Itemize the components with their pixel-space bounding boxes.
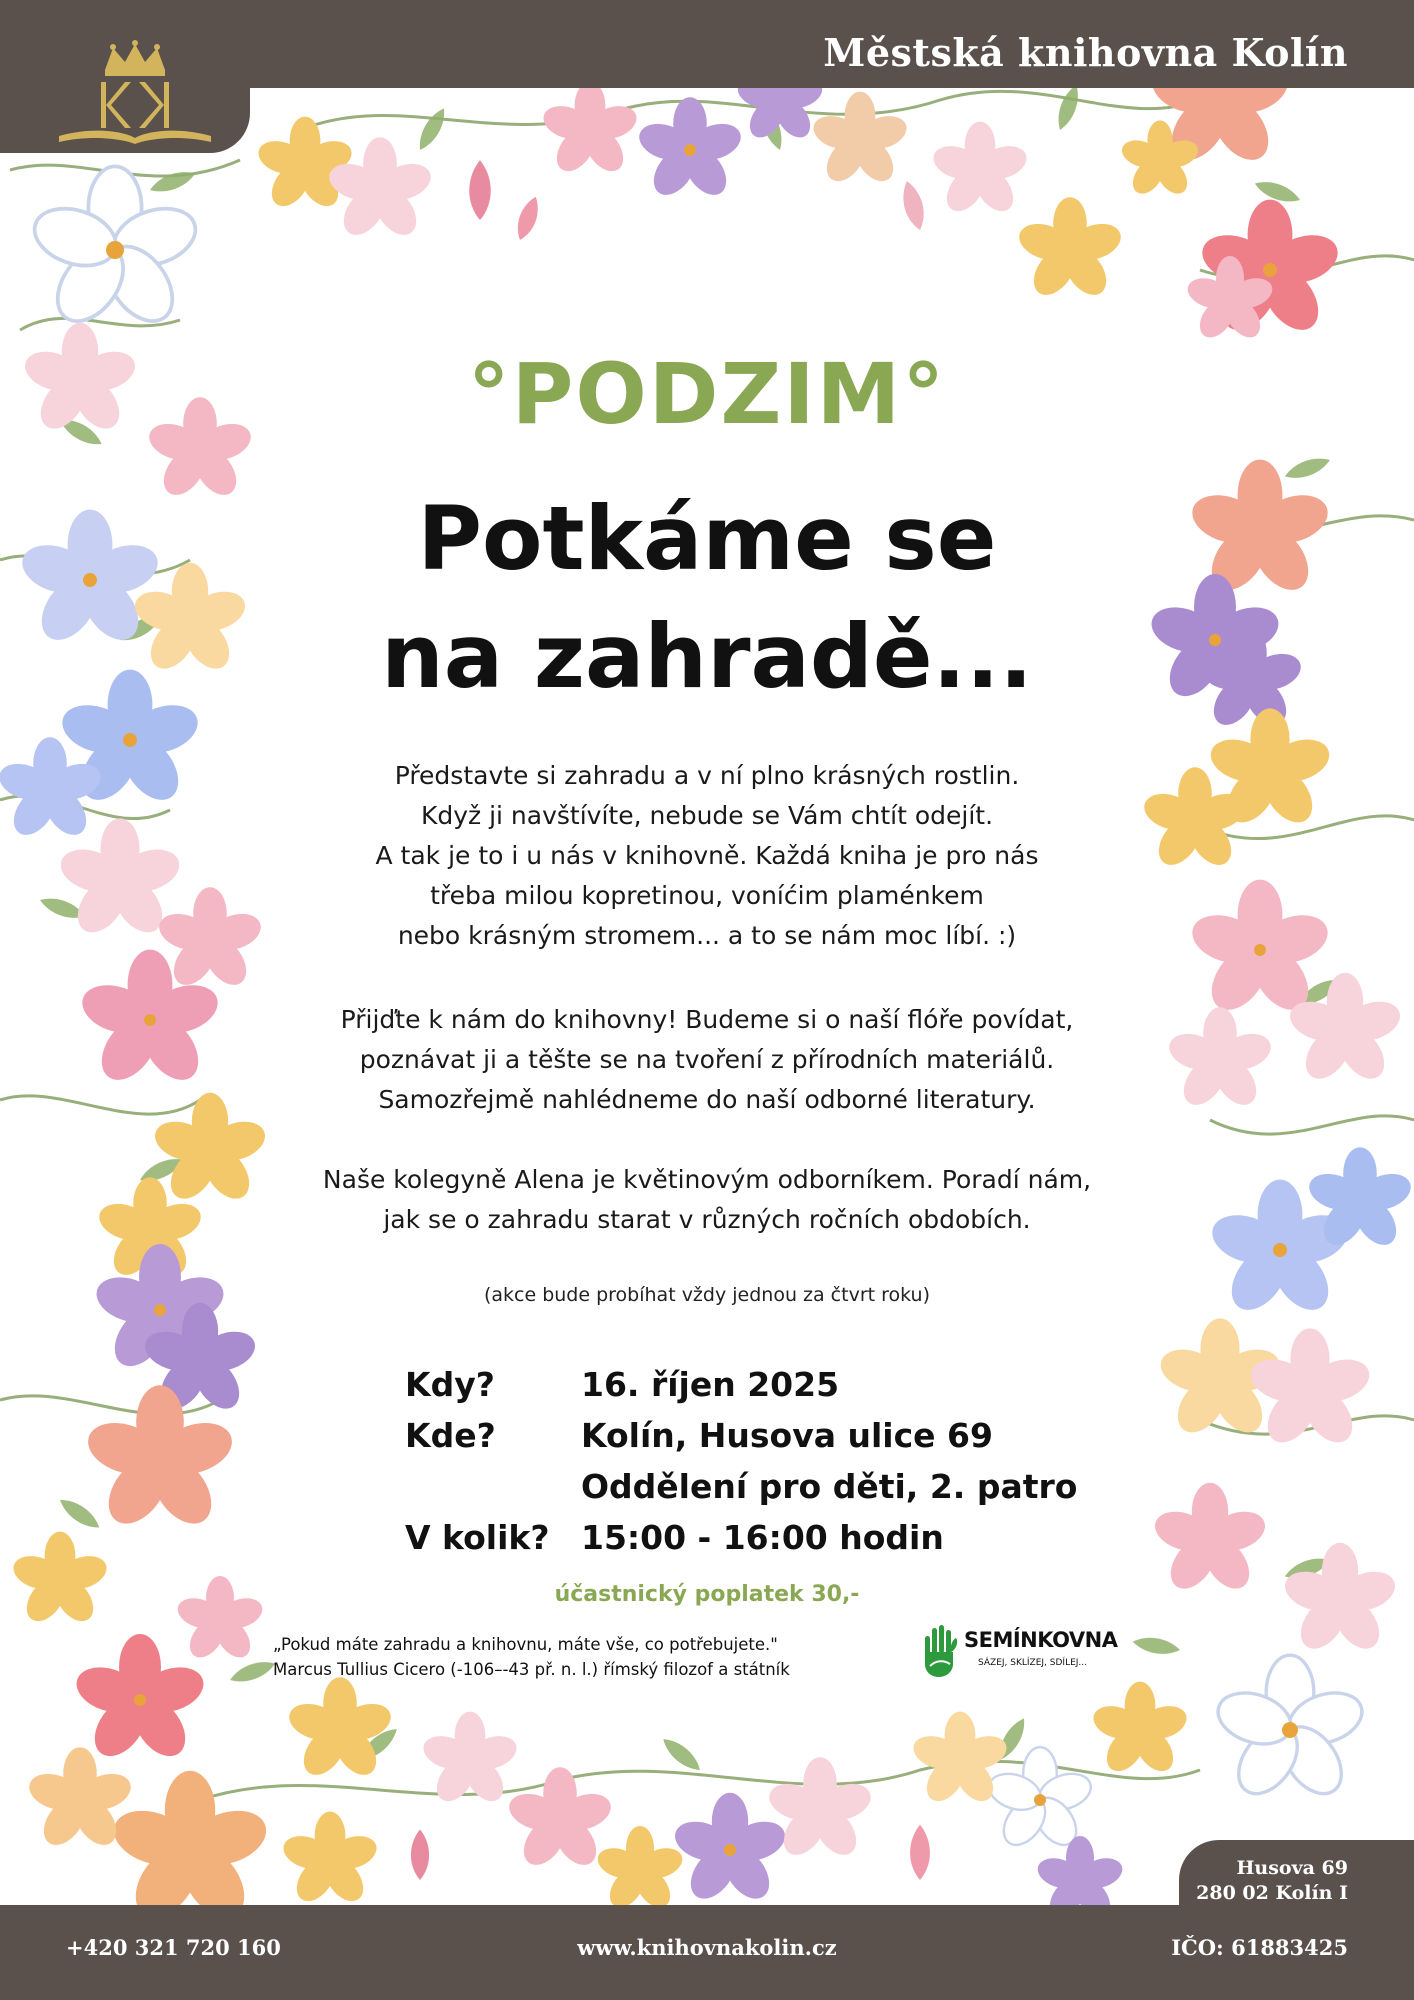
participation-fee: účastnický poplatek 30,- <box>554 1582 860 1607</box>
quote-author: Marcus Tullius Cicero (-106–-43 př. n. l.) římský filozof a státník <box>273 1660 790 1679</box>
detail-when <box>405 1365 1105 1416</box>
where-value-department: Oddělení pro děti, 2. patro <box>581 1467 1078 1506</box>
expert-paragraph <box>250 1160 1164 1240</box>
partner-tagline: SÁZEJ, SKLÍZEJ, SDÍLEJ... <box>978 1658 1088 1668</box>
cicero-quote <box>273 1632 873 1682</box>
hand-leaf-icon <box>922 1622 958 1678</box>
partner-name: SEMÍNKOVNA <box>964 1628 1118 1652</box>
when-value: 16. říjen 2025 <box>581 1365 840 1404</box>
detail-where <box>405 1416 1105 1467</box>
paragraph-line: Když ji navštívíte, nebude se Vám chtít odejít. <box>420 801 994 830</box>
library-address <box>1196 1856 1348 1906</box>
paragraph-line: Naše kolegyně Alena je květinovým odborníkem. Poradí nám, <box>322 1165 1092 1194</box>
event-title-line: Potkáme se <box>417 487 997 590</box>
time-value: 15:00 - 16:00 hodin <box>581 1518 944 1557</box>
detail-where-extra <box>405 1467 1105 1518</box>
paragraph-line: Představte si zahradu a v ní plno krásných rostlin. <box>394 761 1020 790</box>
intro-paragraph <box>250 756 1164 956</box>
where-value: Kolín, Husova ulice 69 <box>581 1416 993 1455</box>
library-name: Městská knihovna Kolín <box>823 30 1348 75</box>
address-city: 280 02 Kolín I <box>1196 1882 1348 1904</box>
crown-book-logo-icon <box>55 40 215 150</box>
where-label: Kde? <box>405 1416 496 1455</box>
when-label: Kdy? <box>405 1365 495 1404</box>
quote-text: „Pokud máte zahradu a knihovnu, máte vše, co potřebujete." <box>273 1635 778 1654</box>
season-label: °PODZIM° <box>467 345 947 443</box>
phone-number: +420 321 720 160 <box>66 1935 281 1960</box>
address-street: Husova 69 <box>1236 1857 1348 1879</box>
paragraph-line: jak se o zahradu starat v různých ročních obdobích. <box>383 1205 1031 1234</box>
paragraph-line: poznávat ji a těšte se na tvoření z přírodních materiálů. <box>359 1045 1055 1074</box>
paragraph-line: třeba milou kopretinou, voníćim plaménkem <box>430 881 984 910</box>
event-details <box>405 1365 1105 1569</box>
seminkovna-logo <box>922 1620 1122 1680</box>
detail-time <box>405 1518 1105 1569</box>
paragraph-line: A tak je to i u nás v knihovně. Každá kniha je pro nás <box>375 841 1039 870</box>
paragraph-line: Samozřejmě nahlédneme do naší odborné literatury. <box>378 1085 1036 1114</box>
website-link[interactable]: www.knihovnakolin.cz <box>577 1935 837 1960</box>
time-label: V kolik? <box>405 1518 550 1557</box>
event-title <box>250 480 1164 716</box>
invite-paragraph <box>250 1000 1164 1120</box>
event-title-line: na zahradě... <box>381 605 1033 708</box>
company-id: IČO: 61883425 <box>1171 1935 1348 1960</box>
frequency-note: (akce bude probíhat vždy jednou za čtvrt roku) <box>483 1284 931 1306</box>
paragraph-line: nebo krásným stromem... a to se nám moc líbí. :) <box>397 921 1017 950</box>
paragraph-line: Přijďte k nám do knihovny! Budeme si o naší flóře povídat, <box>340 1005 1074 1034</box>
